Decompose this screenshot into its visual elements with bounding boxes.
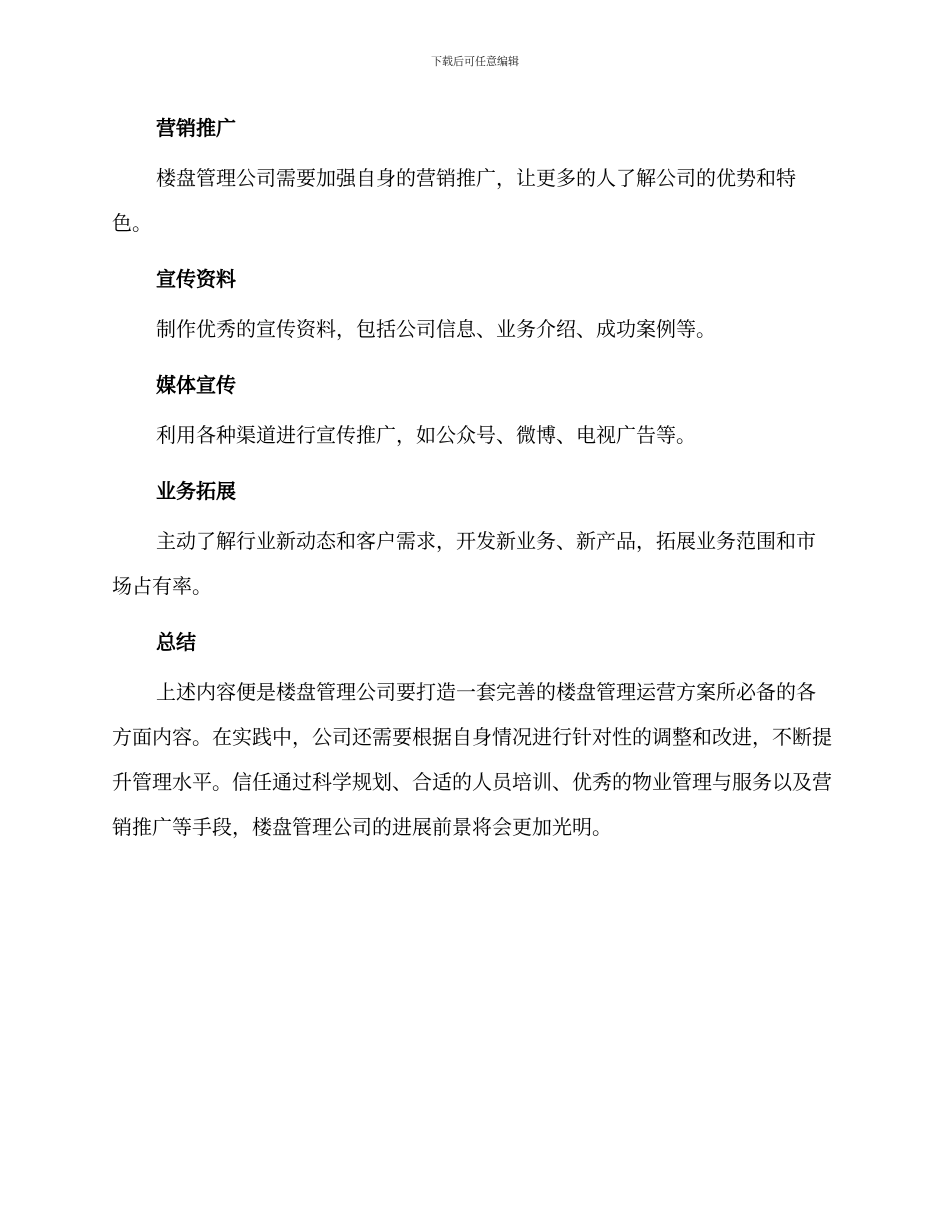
section-heading-business-expansion: 业务拓展 bbox=[156, 479, 236, 503]
section-heading-summary: 总结 bbox=[156, 630, 196, 654]
document-body bbox=[112, 108, 832, 850]
section-heading-marketing: 营销推广 bbox=[156, 116, 236, 140]
section-paragraph-promo-materials: 制作优秀的宣传资料，包括公司信息、业务介绍、成功案例等。 bbox=[156, 317, 716, 341]
section-paragraph-marketing: 楼盘管理公司需要加强自身的营销推广，让更多的人了解公司的优势和特色。 bbox=[112, 166, 796, 235]
section-paragraph-summary: 上述内容便是楼盘管理公司要打造一套完善的楼盘管理运营方案所必备的各方面内容。在实践中，公司还需要根据自身情况进行针对性的调整和改进，不断提升管理水平。信任通过科学规划、合适的人员培训、优秀的物业管理与服务以及营销推广等手段，楼盘管理公司的进展前景将会更加光明。 bbox=[112, 680, 832, 839]
section-paragraph-business-expansion: 主动了解行业新动态和客户需求，开发新业务、新产品，拓展业务范围和市场占有率。 bbox=[112, 529, 816, 598]
section-heading-media: 媒体宣传 bbox=[156, 373, 236, 397]
section-heading-promo-materials: 宣传资料 bbox=[156, 267, 236, 291]
page-header-note: 下载后可任意编辑 bbox=[431, 55, 519, 68]
section-paragraph-media: 利用各种渠道进行宣传推广，如公众号、微博、电视广告等。 bbox=[156, 423, 696, 447]
